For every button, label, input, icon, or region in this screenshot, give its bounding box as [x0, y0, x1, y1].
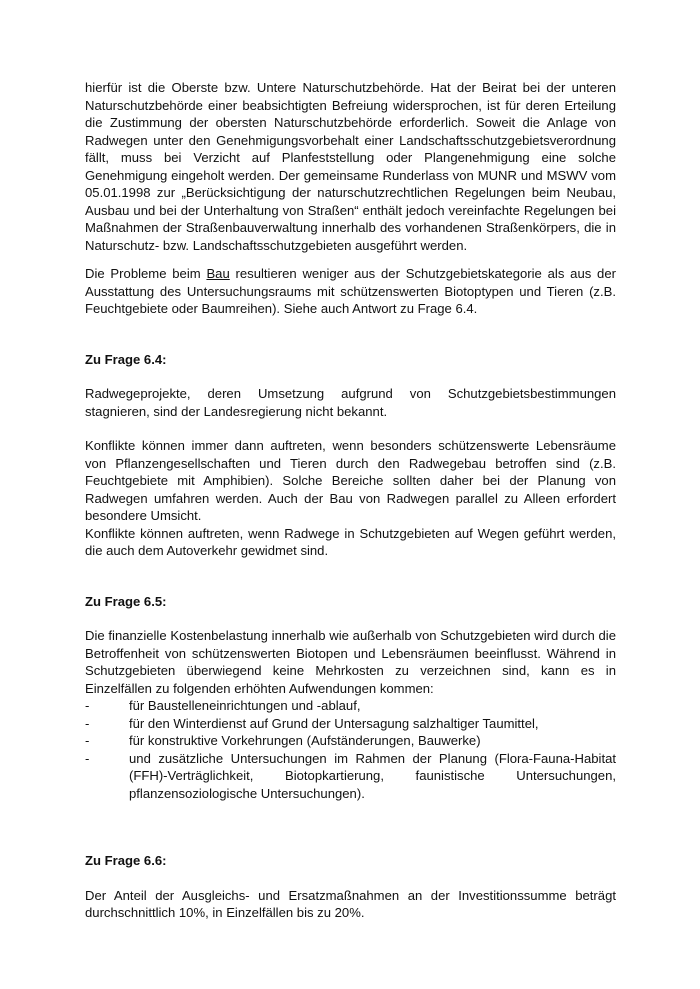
- list-item-text: für den Winterdienst auf Grund der Untersagung salzhaltiger Taumittel,: [129, 715, 539, 731]
- frage-6-5-paragraph-1: Die finanzielle Kostenbelastung innerhalb wie außerhalb von Schutzgebieten wird durch die Betroffenheit von schützenswerten Biotopen und Lebensräumen beeinflusst. Während in Schutzgebieten überwiegend keine Mehrkosten zu verzeichnen sind, kann es in Einzelfällen zu folgenden erhöhten Aufwendungen kommen:: [85, 628, 616, 696]
- list-item-text: und zusätzliche Untersuchungen im Rahmen der Planung (Flora-Fauna-Habitat (FFH)-Verträglichkeit, Biotopkartierung, faunistische Untersuchungen, pflanzensoziologische Untersuchungen).: [129, 750, 616, 801]
- list-item-text: für konstruktive Vorkehrungen (Aufständerungen, Bauwerke): [129, 733, 481, 748]
- list-item: [85, 697, 616, 715]
- frage-6-4-paragraph-2: Konflikte können immer dann auftreten, wenn besonders schützenswerte Lebensräume von Pflanzengesellschaften und Tieren durch den Radwegebau betroffen sind (z.B. Feuchtgebiete mit Amphibien). Solche Bereiche sollten daher bei der Planung von Radwegen umfahren werden. Auch der Bau von Radwegen parallel zu Alleen erfordert besondere Umsicht.: [85, 438, 616, 523]
- underlined-word-bau: Bau: [206, 266, 230, 281]
- frage-6-6-paragraph-1: Der Anteil der Ausgleichs- und Ersatzmaßnahmen an der Investitionssumme beträgt durchschnittlich 10%, in Einzelfällen bis zu 20%.: [85, 887, 616, 920]
- list-bullet: -: [85, 733, 90, 748]
- intro-paragraph-1: hierfür ist die Oberste bzw. Untere Naturschutzbehörde. Hat der Beirat bei der unteren Naturschutzbehörde einer beabsichtigten Befreiung widersprochen, ist für deren Erteilung die Zustimmung der obersten Naturschutzbehörde erforderlich. Soweit die Anlage von Radwegen unter den Genehmigungsvorbehalt einer Landschaftsschutzgebietsverordnung fällt, muss bei Verzicht auf Planfeststellung oder Plangenehmigung eine solche Genehmigung eingeholt werden. Der gemeinsame Runderlass von MUNR und MSWV vom 05.01.1998 zur „Berücksichtigung der naturschutzrechtlichen Regelungen beim Neubau, Ausbau und bei der Unterhaltung von Straßen“ enthält jedoch vereinfachte Regelungen bei Maßnahmen der Straßenbauverwaltung innerhalb des vorhandenen Straßenkörpers, die in Naturschutz- bzw. Landschaftsschutzgebieten ausgeführt werden.: [85, 80, 616, 253]
- cost-list: [85, 697, 616, 802]
- list-item-text: für Baustelleneinrichtungen und -ablauf,: [129, 698, 361, 713]
- heading-frage-6-6: Zu Frage 6.6:: [85, 853, 167, 868]
- list-bullet: -: [85, 715, 90, 731]
- intro-paragraph-2: [85, 265, 616, 318]
- frage-6-4-paragraph-3: Konflikte können auftreten, wenn Radwege in Schutzgebieten auf Wegen geführt werden, die auch dem Autoverkehr gewidmet sind.: [85, 525, 616, 558]
- list-bullet: -: [85, 698, 90, 713]
- list-item: [85, 715, 616, 733]
- frage-6-4-paragraph-1: Radwegeprojekte, deren Umsetzung aufgrund von Schutzgebietsbestimmungen stagnieren, sind der Landesregierung nicht bekannt.: [85, 386, 616, 419]
- list-bullet: -: [85, 750, 90, 766]
- intro-paragraph-2-rest: resultieren weniger aus der Schutzgebietskategorie als aus der Ausstattung des Untersuchungsraums mit schützenswerten Biotoptypen und Tieren (z.B. Feuchtgebiete oder Baumreihen). Siehe auch Antwort zu Frage 6.4.: [85, 266, 616, 316]
- heading-frage-6-5: Zu Frage 6.5:: [85, 593, 167, 609]
- document-page: [85, 79, 616, 922]
- list-item: [85, 750, 616, 803]
- heading-frage-6-4: Zu Frage 6.4:: [85, 351, 167, 367]
- intro-paragraph-2-start: Die Probleme beim: [85, 266, 207, 281]
- list-item: [85, 732, 616, 750]
